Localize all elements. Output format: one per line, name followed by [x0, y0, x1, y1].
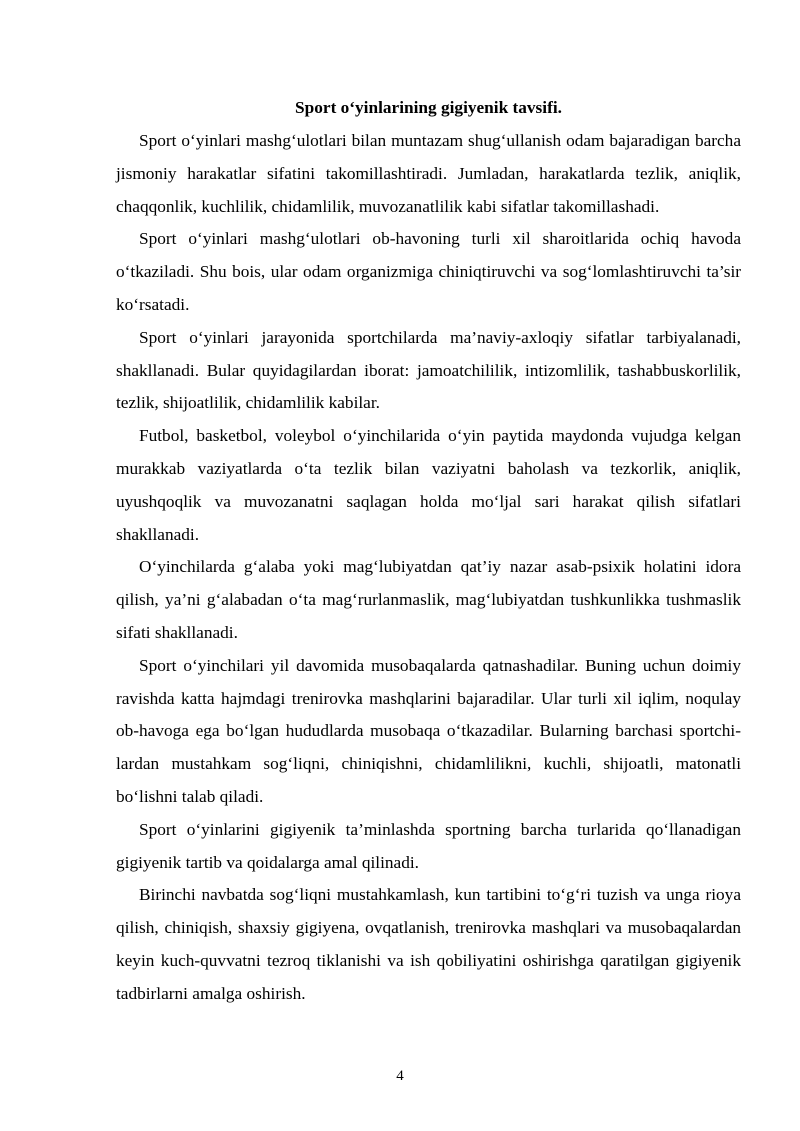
paragraph-4: Futbol, basketbol, voleybol o‘yinchilarida o‘yin paytida maydonda vujudga kelgan murakkab vaziyatlarda o‘ta tezlik bilan vaziyatni baholash va tezkorlik, aniqlik, uyushqoqlik va muvozanatni saqlagan holda mo‘ljal sari harakat qilish sifatlari shakllanadi.: [116, 426, 741, 544]
paragraph-7: Sport o‘yinlarini gigiyenik ta’minlashda sportning barcha turlarida qo‘llanadigan gigiyenik tartib va qoidalarga amal qilinadi.: [116, 819, 741, 872]
paragraph-5: O‘yinchilarda g‘alaba yoki mag‘lubiyatdan qat’iy nazar asab-psixik holatini idora qilish, ya’ni g‘alabadan o‘ta mag‘rurlanmaslik, mag‘lubiyatdan tushkunlikka tushmaslik sifati shakllanadi.: [116, 557, 741, 642]
body-text: [116, 125, 741, 1011]
paragraph-3: Sport o‘yinlari jarayonida sportchilarda ma’naviy-axloqiy sifatlar tarbiyalanadi, shakllanadi. Bular quyidagilardan iborat: jamoatchililik, intizomlilik, tashabbuskorlilik, tezlik, shijoatlilik, chidamlilik kabilar.: [116, 327, 741, 413]
paragraph-8: Birinchi navbatda sog‘liqni mustahkamlash, kun tartibini to‘g‘ri tuzish va unga rioya qilish, chiniqish, shaxsiy gigiyena, ovqatlanish, trenirovka mashqlari va musobaqalardan keyin kuch-quvvatni tezroq tiklanishi va ish qobiliyatini oshirishga qaratilgan gigiyenik tadbirlarni amalga oshirish.: [116, 885, 741, 1003]
paragraph-6: Sport o‘yinchilari yil davomida musobaqalarda qatnashadilar. Buning uchun doimiy ravishda katta hajmdagi trenirovka mashqlarini bajaradilar. Ular turli xil iqlim, noqulay ob-havoga ega bo‘lgan hududlarda musobaqa o‘tkazadilar. Bularning barchasi sportchi-lardan mustahkam sog‘liqni, chiniqishni, chidamlilikni, kuchli, shijoatli, matonatli bo‘lishni talab qiladi.: [116, 655, 741, 806]
paragraph-1: Sport o‘yinlari mashg‘ulotlari bilan muntazam shug‘ullanish odam bajaradigan barcha jismoniy harakatlar sifatini takomillashtiradi. Jumladan, harakatlarda tezlik, aniqlik, chaqqonlik, kuchlilik, chidamlilik, muvozanatlilik kabi sifatlar takomillashadi.: [116, 131, 741, 216]
section-title: Sport o‘yinlarining gigiyenik tavsifi.: [295, 98, 562, 117]
page-number: 4: [396, 1068, 404, 1084]
paragraph-2: Sport o‘yinlari mashg‘ulotlari ob-havoning turli xil sharoitlarida ochiq havoda o‘tkaziladi. Shu bois, ular odam organizmiga chiniqtiruvchi va sog‘lomlashtiruvchi ta’sir ko‘rsatadi.: [116, 229, 741, 314]
